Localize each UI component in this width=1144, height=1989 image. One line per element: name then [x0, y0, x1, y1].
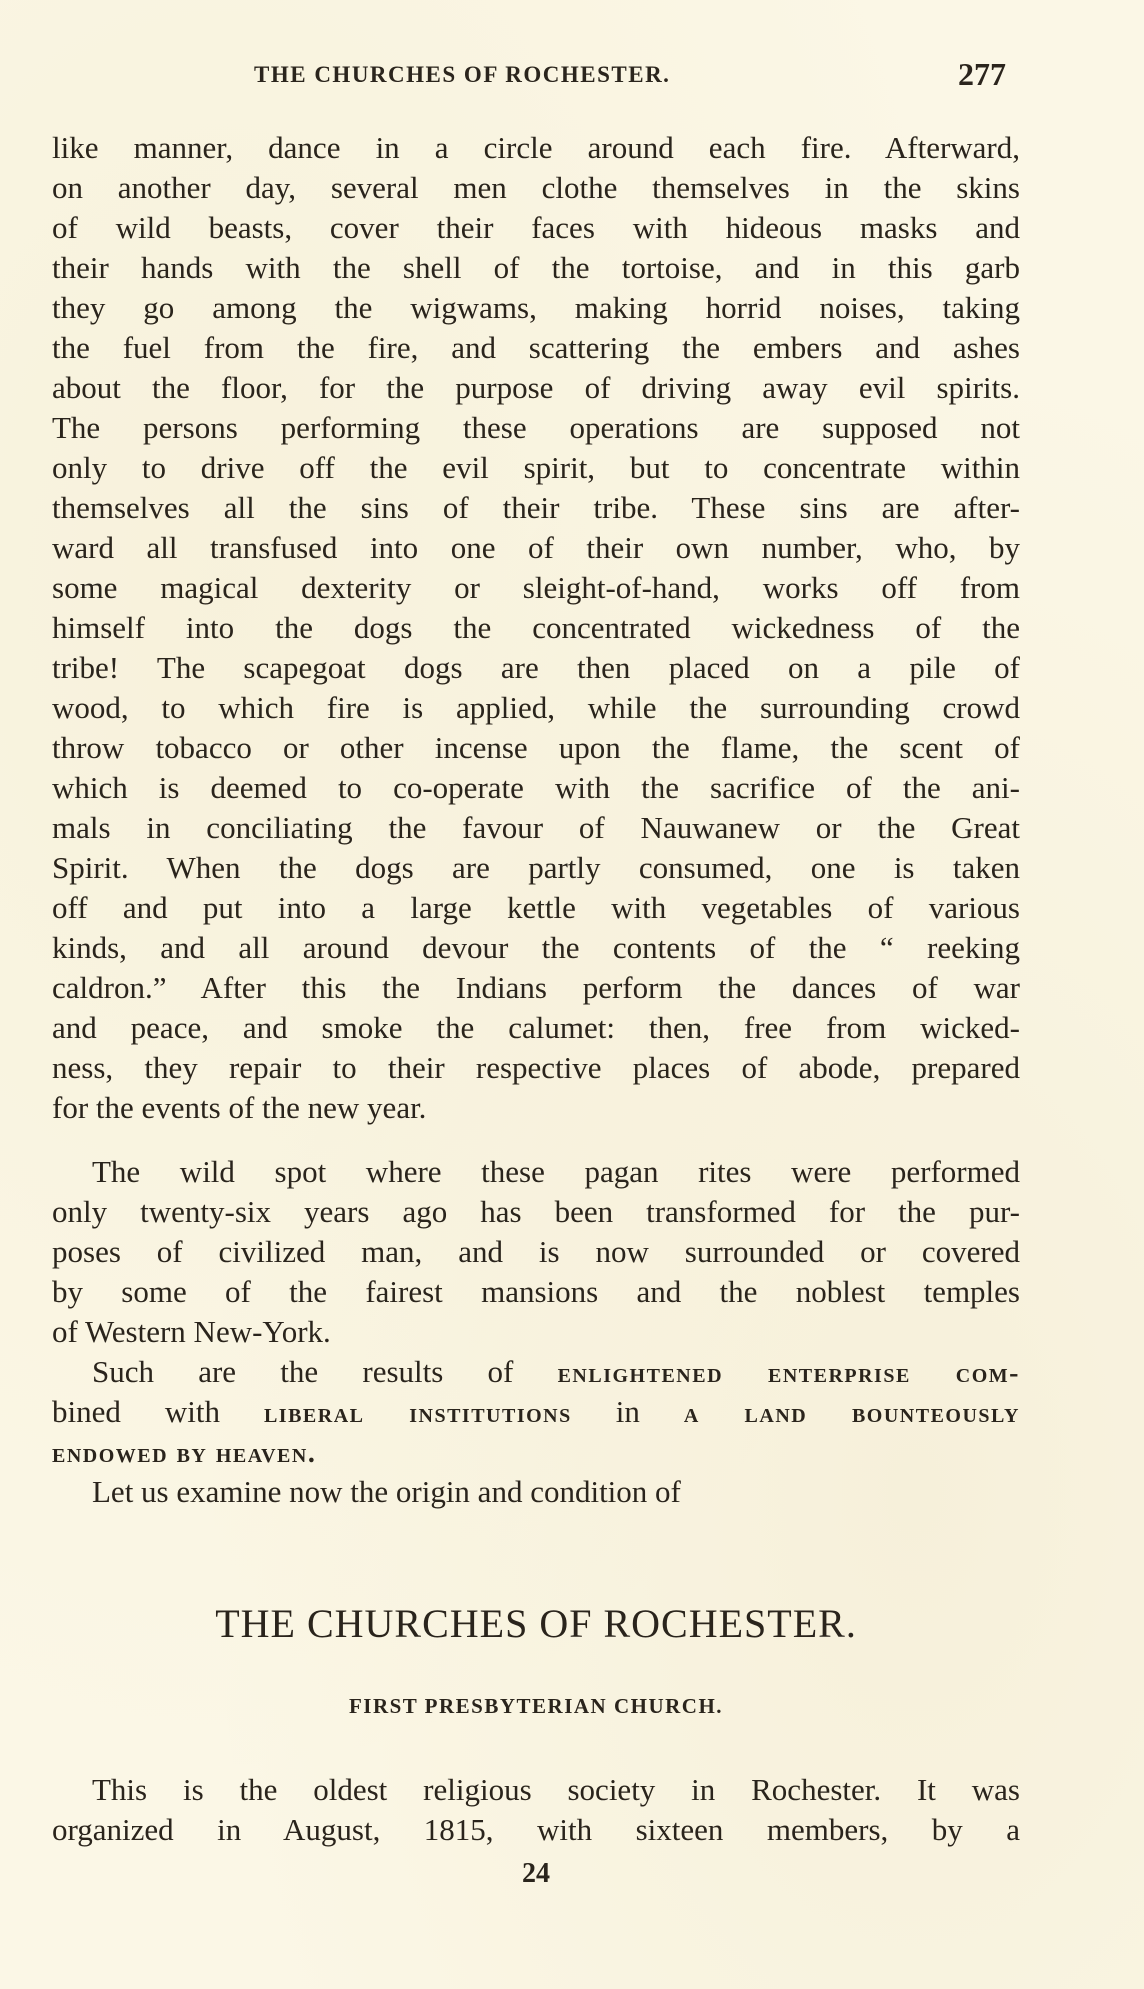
- text-line: only twenty-six years ago has been transformed for the pur-: [52, 1194, 1020, 1229]
- page-number: 277: [958, 56, 1006, 92]
- text-line: throw tobacco or other incense upon the flame, the scent of: [52, 730, 1020, 765]
- text-line: The persons performing these operations are supposed not: [52, 410, 1020, 445]
- text-line: wood, to which fire is applied, while the surrounding crowd: [52, 690, 1020, 725]
- text-line: [52, 1392, 1020, 1432]
- paragraph-gap: [52, 1128, 1020, 1152]
- text-line: The wild spot where these pagan rites were performed: [92, 1154, 1020, 1189]
- text-line: mals in conciliating the favour of Nauwanew or the Great: [52, 810, 1020, 845]
- text-line: by some of the fairest mansions and the noblest temples: [52, 1274, 1020, 1309]
- text-line: the fuel from the fire, and scattering the embers and ashes: [52, 330, 1020, 365]
- text-run: bined with: [52, 1394, 264, 1429]
- text-line: Spirit. When the dogs are partly consumed, one is taken: [52, 850, 1020, 885]
- paragraph-wild-spot: [52, 1152, 1020, 1352]
- text-line: ness, they repair to their respective places of abode, prepared: [52, 1050, 1020, 1085]
- body-text: [52, 128, 1020, 1512]
- small-caps-run: a land bounteously: [683, 1398, 1020, 1429]
- text-line: tribe! The scapegoat dogs are then placed on a pile of: [52, 650, 1020, 685]
- small-caps-run: enlightened enterprise com-: [557, 1358, 1020, 1389]
- paragraph-let-us-examine: [52, 1472, 1020, 1512]
- text-line: caldron.” After this the Indians perform the dances of war: [52, 970, 1020, 1005]
- text-line: [52, 1352, 1020, 1392]
- paragraph-oldest-society: [52, 1770, 1020, 1850]
- text-line: only to drive off the evil spirit, but to concentrate within: [52, 450, 1020, 485]
- text-line: for the events of the new year.: [52, 1090, 427, 1125]
- small-caps-run: endowed by heaven.: [52, 1438, 317, 1469]
- text-line: of wild beasts, cover their faces with hideous masks and: [52, 210, 1020, 245]
- text-line: off and put into a large kettle with vegetables of various: [52, 890, 1020, 925]
- paragraph-rites-description: [52, 128, 1020, 1128]
- text-line: Let us examine now the origin and condition of: [92, 1474, 681, 1509]
- text-line: kinds, and all around devour the contents of the “ reeking: [52, 930, 1020, 965]
- running-head: [52, 56, 1020, 96]
- text-line: and peace, and smoke the calumet: then, free from wicked-: [52, 1010, 1020, 1045]
- text-line: some magical dexterity or sleight-of-hand, works off from: [52, 570, 1020, 605]
- text-line: their hands with the shell of the tortoise, and in this garb: [52, 250, 1020, 285]
- text-line: poses of civilized man, and is now surrounded or covered: [52, 1234, 1020, 1269]
- text-line: of Western New-York.: [52, 1314, 331, 1349]
- section-subtitle: FIRST PRESBYTERIAN CHURCH.: [348, 1694, 724, 1718]
- text-line: on another day, several men clothe themselves in the skins: [52, 170, 1020, 205]
- text-line: themselves all the sins of their tribe. These sins are after-: [52, 490, 1020, 525]
- text-line: like manner, dance in a circle around each fire. Afterward,: [52, 130, 1020, 165]
- text-line: organized in August, 1815, with sixteen members, by a: [52, 1812, 1020, 1847]
- text-line: [52, 1432, 1020, 1472]
- text-run: Such are the results of: [92, 1354, 558, 1389]
- text-line: about the floor, for the purpose of driving away evil spirits.: [52, 370, 1020, 405]
- running-title: THE CHURCHES OF ROCHESTER.: [254, 62, 671, 87]
- text-line: which is deemed to co-operate with the sacrifice of the ani-: [52, 770, 1020, 805]
- paragraph-such-are-results: [52, 1352, 1020, 1472]
- text-line: ward all transfused into one of their own number, who, by: [52, 530, 1020, 565]
- text-line: This is the oldest religious society in Rochester. It was: [92, 1772, 1020, 1807]
- signature-mark: 24: [522, 1858, 550, 1889]
- small-caps-run: liberal institutions: [263, 1398, 572, 1429]
- text-run: in: [571, 1394, 684, 1429]
- text-line: himself into the dogs the concentrated wickedness of the: [52, 610, 1020, 645]
- section-title: THE CHURCHES OF ROCHESTER.: [215, 1601, 857, 1646]
- text-line: they go among the wigwams, making horrid noises, taking: [52, 290, 1020, 325]
